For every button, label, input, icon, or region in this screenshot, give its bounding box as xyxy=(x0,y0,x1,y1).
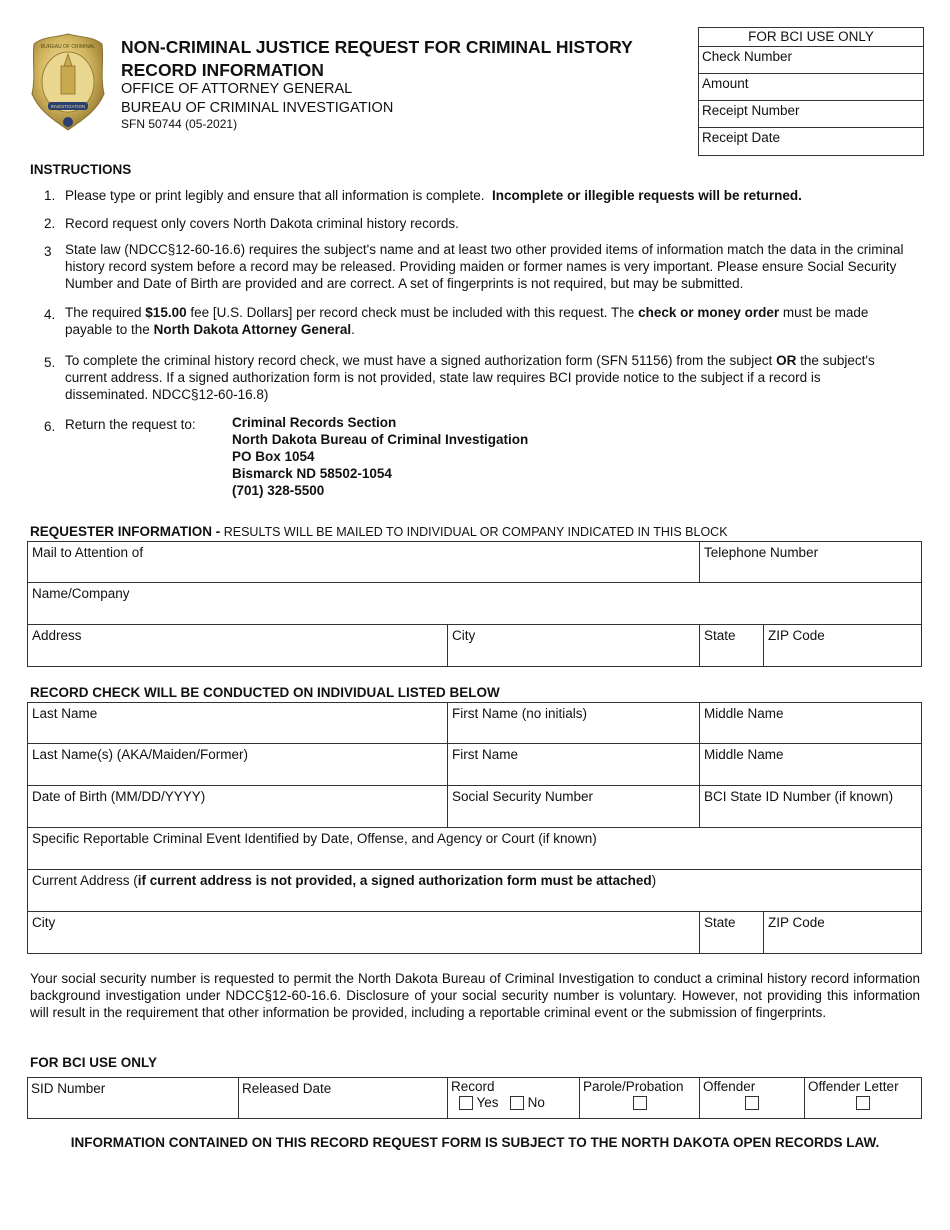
parole-checkbox[interactable] xyxy=(633,1096,647,1110)
requester-table xyxy=(27,541,922,667)
offender-label: Offender xyxy=(703,1079,756,1094)
receipt-number-field[interactable]: Receipt Number xyxy=(699,101,923,128)
requester-heading: REQUESTER INFORMATION - RESULTS WILL BE MAILED TO INDIVIDUAL OR COMPANY INDICATED IN THIS BLOCK xyxy=(30,524,728,539)
record-yes-checkbox[interactable] xyxy=(459,1096,473,1110)
aka-middle-name-field[interactable]: Middle Name xyxy=(699,744,921,785)
bci-state-id-field[interactable]: BCI State ID Number (if known) xyxy=(699,786,921,827)
name-company-field[interactable]: Name/Company xyxy=(32,586,130,601)
office-name: OFFICE OF ATTORNEY GENERAL xyxy=(121,81,353,97)
requester-city-field[interactable]: City xyxy=(447,625,699,666)
instruction-4: 4. The required $15.00 fee [U.S. Dollars] per record check must be included with this request. The check or money order must be made payable to the North Dakota Attorney General. xyxy=(44,305,869,337)
released-date-field[interactable]: Released Date xyxy=(238,1078,447,1118)
subject-row-1 xyxy=(27,702,922,744)
subject-row-5 xyxy=(27,870,922,912)
instruction-5: 5. To complete the criminal history record check, we must have a signed authorization form (SFN 51156) from the subject OR the subject's current address. If a signed authorization form is not provided, state law requires BCI provide notice to the subject if a record is disseminated. NDCC§12-60-16.8) xyxy=(44,353,875,402)
sid-number-field[interactable]: SID Number xyxy=(31,1081,106,1096)
seal-text-bottom: INVESTIGATION xyxy=(50,104,86,109)
offender-cell xyxy=(699,1078,804,1118)
subject-state-field[interactable]: State xyxy=(699,912,763,953)
first-name-field[interactable]: First Name (no initials) xyxy=(447,703,699,743)
subject-zip-field[interactable]: ZIP Code xyxy=(763,912,921,953)
requester-row-3 xyxy=(27,625,922,667)
bci-badge-seal xyxy=(30,32,106,132)
subject-city-field[interactable]: City xyxy=(32,915,56,930)
ssn-field[interactable]: Social Security Number xyxy=(447,786,699,827)
bci-bottom-table xyxy=(27,1077,922,1119)
middle-name-field[interactable]: Middle Name xyxy=(699,703,921,743)
instruction-1: 1. Please type or print legibly and ensure that all information is complete. Incomplete or illegible requests will be returned. xyxy=(44,188,802,203)
last-name-field[interactable]: Last Name xyxy=(32,706,98,721)
requester-row-2 xyxy=(27,583,922,625)
offender-letter-cell xyxy=(804,1078,921,1118)
subject-row-2 xyxy=(27,744,922,786)
amount-field[interactable]: Amount xyxy=(699,74,923,101)
receipt-date-field[interactable]: Receipt Date xyxy=(702,130,781,145)
bci-use-only-box xyxy=(698,27,924,156)
subject-table xyxy=(27,702,922,954)
criminal-event-field[interactable]: Specific Reportable Criminal Event Identified by Date, Offense, and Agency or Court (if known) xyxy=(32,831,597,846)
form-title: NON-CRIMINAL JUSTICE REQUEST FOR CRIMINAL HISTORY RECORD INFORMATION xyxy=(121,37,633,80)
requester-state-field[interactable]: State xyxy=(699,625,763,666)
bureau-name: BUREAU OF CRIMINAL INVESTIGATION xyxy=(121,100,394,116)
seal-text-top: BUREAU OF CRIMINAL xyxy=(40,44,96,50)
requester-address-field[interactable]: Address xyxy=(32,628,82,643)
bci-bottom-heading: FOR BCI USE ONLY xyxy=(30,1055,158,1070)
open-records-footer: INFORMATION CONTAINED ON THIS RECORD REQUEST FORM IS SUBJECT TO THE NORTH DAKOTA OPEN RECORDS LAW. xyxy=(70,1135,880,1150)
record-no-label: No xyxy=(527,1095,545,1110)
parole-label: Parole/Probation xyxy=(583,1079,684,1094)
current-address-field[interactable]: Current Address (if current address is not provided, a signed authorization form must be attached) xyxy=(32,873,657,888)
instruction-6: 6. Return the request to: xyxy=(44,417,196,434)
dob-field[interactable]: Date of Birth (MM/DD/YYYY) xyxy=(32,789,206,804)
bci-box-title: FOR BCI USE ONLY xyxy=(699,28,923,47)
aka-first-name-field[interactable]: First Name xyxy=(447,744,699,785)
record-cell xyxy=(447,1078,579,1118)
subject-row-6 xyxy=(27,912,922,954)
return-address: Criminal Records Section North Dakota Bureau of Criminal Investigation PO Box 1054 Bismarck ND 58502-1054 (701) 328-5500 xyxy=(232,415,529,498)
aka-last-name-field[interactable]: Last Name(s) (AKA/Maiden/Former) xyxy=(32,747,249,762)
ssn-notice: Your social security number is requested to permit the North Dakota Bureau of Criminal Investigation to conduct a criminal history record information background investigation under NDCC§12-60-16.6. Disclosure of your social security number is voluntary. However, not providing this information will result in the requirement that other information be provided, including a reportable criminal event or the submission of fingerprints. xyxy=(30,971,920,1020)
instruction-3: 3 State law (NDCC§12-60-16.6) requires the subject's name and at least two other provided items of information match the data in the criminal history record system before a record may be released. Providing maiden or former names is very important. Please ensure Social Security Number and Date of Birth are provided and are correct. A set of fingerprints is not required, but may be submitted. xyxy=(44,242,904,291)
requester-row-1 xyxy=(27,541,922,583)
subject-heading: RECORD CHECK WILL BE CONDUCTED ON INDIVIDUAL LISTED BELOW xyxy=(30,685,500,700)
record-label: Record xyxy=(451,1079,495,1094)
instruction-2: 2. Record request only covers North Dakota criminal history records. xyxy=(44,216,459,231)
instructions-heading: INSTRUCTIONS xyxy=(30,162,132,177)
parole-cell xyxy=(579,1078,699,1118)
agency-block xyxy=(121,80,393,118)
subject-row-3 xyxy=(27,786,922,828)
form-number: SFN 50744 (05-2021) xyxy=(121,117,238,131)
mail-to-field[interactable]: Mail to Attention of xyxy=(32,545,144,560)
subject-row-4 xyxy=(27,828,922,870)
telephone-field[interactable]: Telephone Number xyxy=(699,542,921,582)
check-number-field[interactable]: Check Number xyxy=(699,47,923,74)
offender-letter-label: Offender Letter xyxy=(808,1079,899,1094)
offender-checkbox[interactable] xyxy=(745,1096,759,1110)
offender-letter-checkbox[interactable] xyxy=(856,1096,870,1110)
record-yes-label: Yes xyxy=(476,1095,499,1110)
record-no-checkbox[interactable] xyxy=(510,1096,524,1110)
requester-zip-field[interactable]: ZIP Code xyxy=(763,625,921,666)
